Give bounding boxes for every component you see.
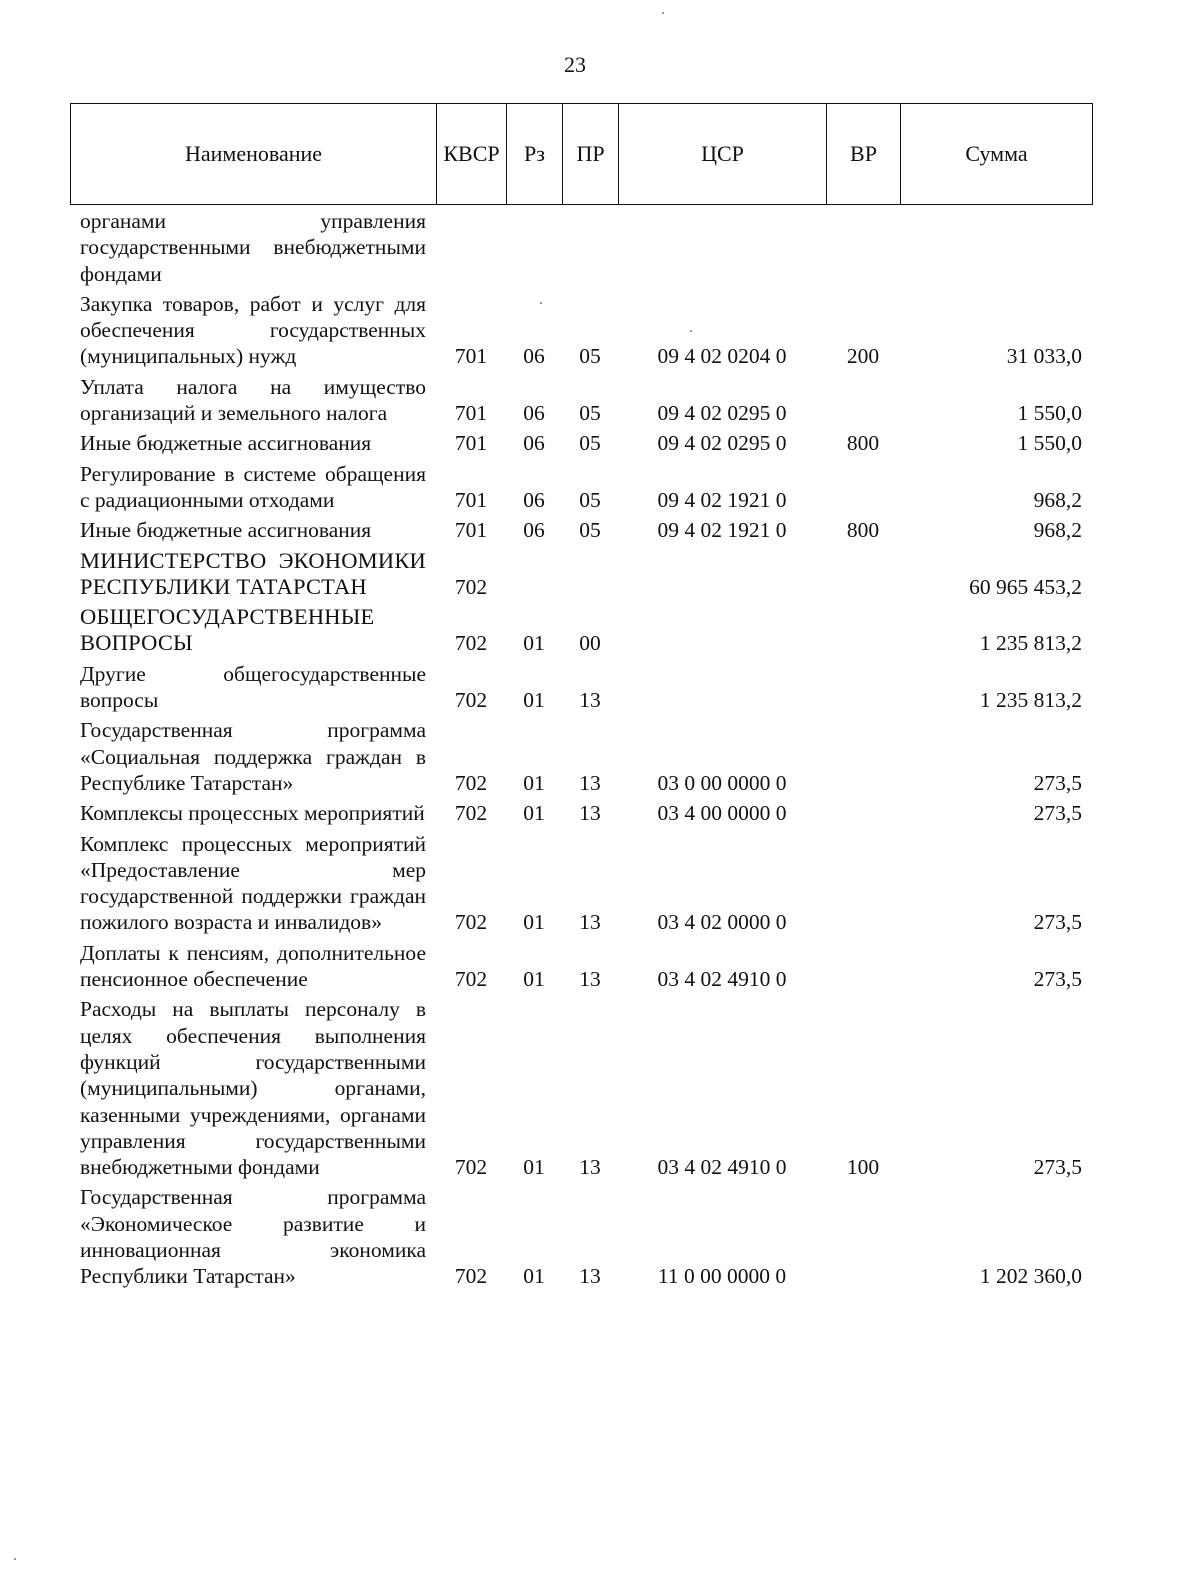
cell-vr bbox=[826, 546, 900, 603]
cell-kvsr: 702 bbox=[454, 688, 488, 713]
table-row bbox=[70, 829, 1092, 938]
cell-rz bbox=[506, 206, 562, 289]
table-row bbox=[70, 715, 1092, 798]
table-row bbox=[70, 546, 1092, 603]
table-row bbox=[70, 938, 1092, 995]
scan-speck bbox=[690, 330, 692, 332]
cell-sum: 1 202 360,0 bbox=[979, 1264, 1082, 1289]
cell-kvsr: 702 bbox=[454, 631, 488, 656]
cell-csr: 03 0 00 0000 0 bbox=[657, 770, 787, 795]
cell-kvsr: 702 bbox=[454, 910, 488, 935]
cell-vr: 200 bbox=[846, 344, 880, 369]
cell-csr: 03 4 02 4910 0 bbox=[657, 967, 787, 992]
table-row bbox=[70, 515, 1092, 545]
cell-kvsr: 702 bbox=[454, 967, 488, 992]
cell-name: Другие общегосударственные вопросы bbox=[80, 661, 426, 713]
cell-vr bbox=[826, 829, 900, 938]
table-row bbox=[70, 428, 1092, 458]
cell-vr bbox=[826, 715, 900, 798]
cell-sum: 273,5 bbox=[1033, 967, 1082, 992]
cell-rz bbox=[506, 546, 562, 603]
cell-pr: 05 bbox=[579, 431, 601, 456]
cell-kvsr bbox=[436, 206, 506, 289]
cell-kvsr: 701 bbox=[454, 401, 488, 426]
cell-kvsr: 702 bbox=[454, 574, 488, 599]
table-row bbox=[70, 289, 1092, 372]
cell-sum bbox=[900, 206, 1092, 289]
cell-vr bbox=[826, 798, 900, 828]
cell-rz: 01 bbox=[523, 770, 545, 795]
cell-pr: 13 bbox=[579, 910, 601, 935]
header-pr: ПР bbox=[563, 104, 619, 205]
cell-pr: 13 bbox=[579, 770, 601, 795]
header-csr: ЦСР bbox=[619, 104, 827, 205]
cell-kvsr: 702 bbox=[454, 770, 488, 795]
cell-pr: 13 bbox=[579, 801, 601, 826]
cell-csr bbox=[618, 206, 826, 289]
cell-name: Государственная программа «Экономическое развитие и инновационная экономика Республики Татарстан» bbox=[80, 1185, 426, 1289]
cell-name: МИНИСТЕРСТВО ЭКОНОМИКИ РЕСПУБЛИКИ ТАТАРСТАН bbox=[80, 547, 426, 599]
scan-speck bbox=[662, 12, 664, 14]
cell-rz: 06 bbox=[523, 431, 545, 456]
cell-csr bbox=[618, 659, 826, 716]
cell-pr: 05 bbox=[579, 487, 601, 512]
cell-sum: 968,2 bbox=[1033, 487, 1082, 512]
table-row bbox=[70, 994, 1092, 1182]
header-name: Наименование bbox=[71, 104, 437, 205]
cell-vr: 100 bbox=[846, 1155, 880, 1180]
cell-name: Комплексы процессных мероприятий bbox=[80, 801, 425, 826]
table-row bbox=[70, 659, 1092, 716]
cell-sum: 1 235 813,2 bbox=[979, 631, 1082, 656]
cell-kvsr: 702 bbox=[454, 1155, 488, 1180]
cell-rz: 06 bbox=[523, 518, 545, 543]
cell-rz: 01 bbox=[523, 1264, 545, 1289]
cell-csr: 03 4 00 0000 0 bbox=[657, 801, 787, 826]
cell-vr: 800 bbox=[846, 431, 880, 456]
budget-table bbox=[70, 206, 1092, 1292]
budget-rows bbox=[70, 206, 1092, 1292]
cell-kvsr: 701 bbox=[454, 518, 488, 543]
cell-csr: 09 4 02 0204 0 bbox=[657, 344, 787, 369]
cell-pr bbox=[562, 206, 618, 289]
cell-rz: 01 bbox=[523, 688, 545, 713]
cell-pr: 13 bbox=[579, 967, 601, 992]
cell-sum: 1 235 813,2 bbox=[979, 688, 1082, 713]
cell-sum: 968,2 bbox=[1033, 518, 1082, 543]
cell-name: Комплекс процессных мероприятий «Предоставление мер государственной поддержки граждан пожилого возраста и инвалидов» bbox=[80, 831, 426, 935]
cell-rz: 01 bbox=[523, 967, 545, 992]
cell-rz: 06 bbox=[523, 344, 545, 369]
cell-pr: 05 bbox=[579, 401, 601, 426]
cell-pr: 13 bbox=[579, 1264, 601, 1289]
cell-sum: 1 550,0 bbox=[1017, 431, 1082, 456]
table-row bbox=[70, 798, 1092, 828]
scan-speck bbox=[540, 302, 542, 304]
cell-rz: 06 bbox=[523, 401, 545, 426]
cell-sum: 273,5 bbox=[1033, 1155, 1082, 1180]
table-row bbox=[70, 1182, 1092, 1291]
scan-speck bbox=[14, 1558, 16, 1560]
cell-pr: 05 bbox=[579, 518, 601, 543]
cell-kvsr: 702 bbox=[454, 1264, 488, 1289]
cell-csr: 09 4 02 0295 0 bbox=[657, 401, 787, 426]
table-row bbox=[70, 372, 1092, 429]
cell-vr bbox=[826, 602, 900, 659]
table-row bbox=[70, 206, 1092, 289]
cell-name: Закупка товаров, работ и услуг для обеспечения государственных (муниципальных) нужд bbox=[80, 291, 426, 369]
cell-name: Расходы на выплаты персоналу в целях обеспечения выполнения функций государственными (муниципальными) органами, казенными учреждениями, органами управления государственными внебюджетными фондами bbox=[80, 997, 426, 1180]
cell-name: Иные бюджетные ассигнования bbox=[80, 518, 372, 543]
cell-pr: 00 bbox=[579, 631, 601, 656]
cell-name: органами управления государственными внебюджетными фондами bbox=[80, 209, 426, 286]
cell-vr bbox=[826, 206, 900, 289]
cell-csr: 09 4 02 1921 0 bbox=[657, 518, 787, 543]
cell-rz: 01 bbox=[523, 910, 545, 935]
cell-name: Государственная программа «Социальная поддержка граждан в Республике Татарстан» bbox=[80, 718, 426, 795]
table-row bbox=[70, 459, 1092, 516]
cell-kvsr: 701 bbox=[454, 431, 488, 456]
cell-csr: 09 4 02 1921 0 bbox=[657, 487, 787, 512]
cell-vr: 800 bbox=[846, 518, 880, 543]
cell-pr: 13 bbox=[579, 1155, 601, 1180]
cell-rz: 01 bbox=[523, 1155, 545, 1180]
cell-csr bbox=[618, 546, 826, 603]
cell-sum: 31 033,0 bbox=[1006, 344, 1082, 369]
cell-rz: 06 bbox=[523, 487, 545, 512]
cell-pr: 05 bbox=[579, 344, 601, 369]
cell-csr: 11 0 00 0000 0 bbox=[657, 1264, 787, 1289]
cell-csr: 03 4 02 0000 0 bbox=[657, 910, 787, 935]
header-sum: Сумма bbox=[901, 104, 1093, 205]
cell-pr: 13 bbox=[579, 688, 601, 713]
cell-sum: 60 965 453,2 bbox=[969, 574, 1082, 599]
cell-rz: 01 bbox=[523, 631, 545, 656]
cell-name: ОБЩЕГОСУДАРСТВЕННЫЕ ВОПРОСЫ bbox=[80, 604, 375, 656]
cell-csr bbox=[618, 602, 826, 659]
header-kvsr: КВСР bbox=[437, 104, 507, 205]
cell-pr bbox=[562, 546, 618, 603]
cell-rz: 01 bbox=[523, 801, 545, 826]
cell-vr bbox=[826, 659, 900, 716]
cell-sum: 1 550,0 bbox=[1017, 401, 1082, 426]
cell-kvsr: 702 bbox=[454, 801, 488, 826]
cell-sum: 273,5 bbox=[1033, 801, 1082, 826]
table-header bbox=[70, 103, 1093, 205]
cell-name: Уплата налога на имущество организаций и земельного налога bbox=[80, 374, 426, 426]
cell-name: Регулирование в системе обращения с радиационными отходами bbox=[80, 461, 426, 512]
cell-csr: 09 4 02 0295 0 bbox=[657, 431, 787, 456]
cell-vr bbox=[826, 1182, 900, 1291]
cell-vr bbox=[826, 459, 900, 516]
cell-sum: 273,5 bbox=[1033, 910, 1082, 935]
cell-vr bbox=[826, 938, 900, 995]
cell-vr bbox=[826, 372, 900, 429]
cell-name: Иные бюджетные ассигнования bbox=[80, 431, 372, 456]
cell-kvsr: 701 bbox=[454, 487, 488, 512]
table-row bbox=[70, 602, 1092, 659]
cell-name: Доплаты к пенсиям, дополнительное пенсионное обеспечение bbox=[80, 940, 426, 992]
header-rz: Рз bbox=[507, 104, 563, 205]
header-vr: ВР bbox=[827, 104, 901, 205]
cell-kvsr: 701 bbox=[454, 344, 488, 369]
cell-csr: 03 4 02 4910 0 bbox=[657, 1155, 787, 1180]
cell-sum: 273,5 bbox=[1033, 770, 1082, 795]
page-number: 23 bbox=[564, 52, 586, 77]
